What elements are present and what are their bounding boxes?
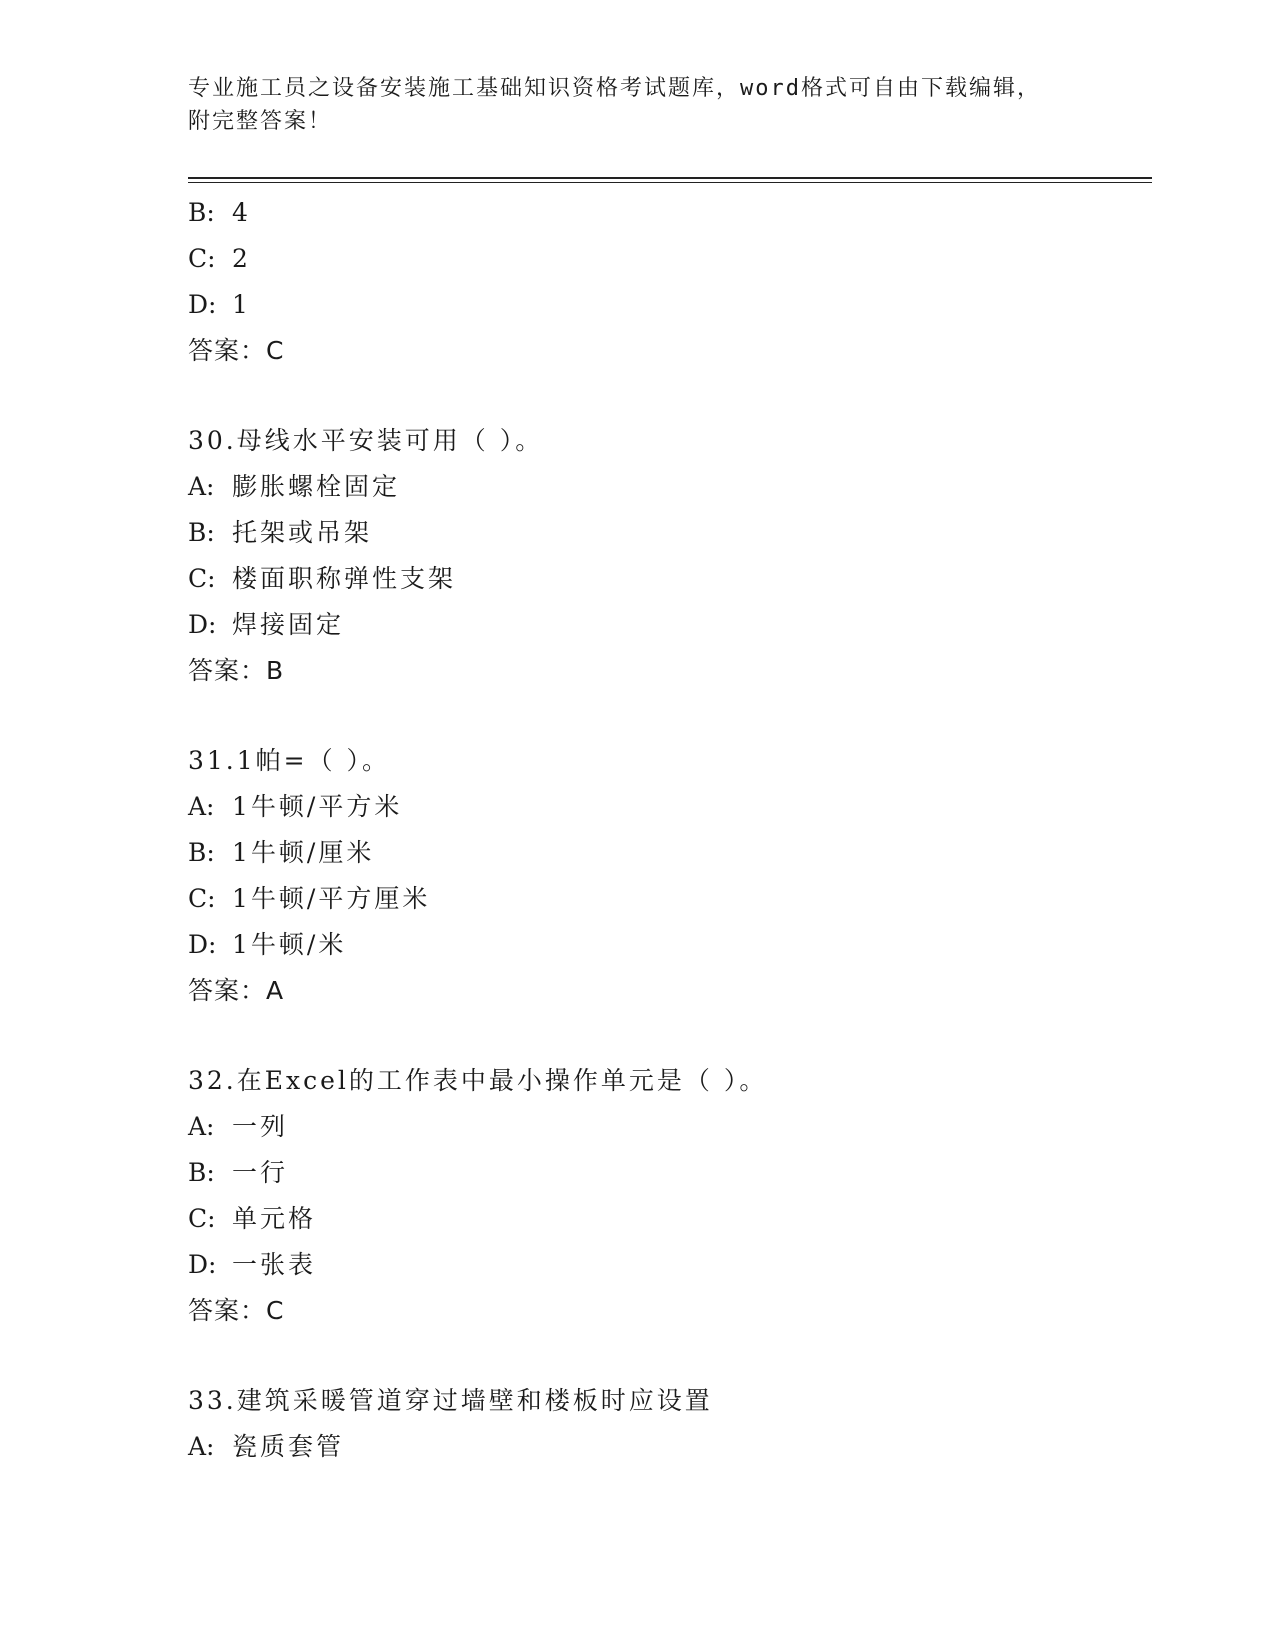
option-text: 一行 xyxy=(232,1158,289,1187)
option-text: 焊接固定 xyxy=(232,610,345,639)
partial-question xyxy=(188,190,1148,374)
option-b xyxy=(188,1150,1148,1196)
option-text: 瓷质套管 xyxy=(232,1432,345,1461)
option-a xyxy=(188,784,1148,830)
option-label: B: xyxy=(188,838,215,867)
question-list xyxy=(188,190,1148,1470)
option-label: C: xyxy=(188,1204,216,1233)
option-c xyxy=(188,556,1148,602)
option-text: 一张表 xyxy=(232,1250,317,1279)
header-divider-thick xyxy=(188,177,1152,179)
question-stem: 31.1帕=（ ）。 xyxy=(188,746,391,775)
option-a xyxy=(188,464,1148,510)
option-b xyxy=(188,190,1148,236)
option-c xyxy=(188,1196,1148,1242)
option-text: 单元格 xyxy=(232,1204,317,1233)
option-label: C: xyxy=(188,564,216,593)
header-line-1: 专业施工员之设备安装施工基础知识资格考试题库，word格式可自由下载编辑， xyxy=(188,76,1041,101)
option-label: D: xyxy=(188,1250,217,1279)
question-30 xyxy=(188,418,1148,694)
document-header xyxy=(188,72,1068,138)
option-d xyxy=(188,282,1148,328)
option-label: C: xyxy=(188,884,216,913)
option-text: 楼面职称弹性支架 xyxy=(232,564,457,593)
option-label: B: xyxy=(188,198,215,227)
option-label: D: xyxy=(188,930,217,959)
option-d xyxy=(188,602,1148,648)
question-32 xyxy=(188,1058,1148,1334)
option-label: A: xyxy=(188,1112,215,1141)
option-label: A: xyxy=(188,792,215,821)
answer-line: 答案：A xyxy=(188,976,285,1005)
option-label: D: xyxy=(188,290,217,319)
option-label: D: xyxy=(188,610,217,639)
option-text: 2 xyxy=(232,244,251,273)
option-label: A: xyxy=(188,472,215,501)
answer-line: 答案：B xyxy=(188,656,285,685)
option-text: 一列 xyxy=(232,1112,289,1141)
option-b xyxy=(188,830,1148,876)
answer-line: 答案：C xyxy=(188,1296,285,1325)
option-c xyxy=(188,236,1148,282)
option-b xyxy=(188,510,1148,556)
option-a xyxy=(188,1104,1148,1150)
question-31 xyxy=(188,738,1148,1014)
option-text: 膨胀螺栓固定 xyxy=(232,472,401,501)
question-stem: 32.在Excel的工作表中最小操作单元是（ ）。 xyxy=(188,1066,768,1095)
option-text: 1牛顿/米 xyxy=(232,930,347,959)
answer-line: 答案：C xyxy=(188,336,285,365)
option-label: A: xyxy=(188,1432,215,1461)
header-divider-thin xyxy=(188,182,1152,183)
option-d xyxy=(188,922,1148,968)
option-c xyxy=(188,876,1148,922)
option-text: 1牛顿/厘米 xyxy=(232,838,375,867)
option-text: 1牛顿/平方厘米 xyxy=(232,884,431,913)
option-d xyxy=(188,1242,1148,1288)
option-text: 1 xyxy=(232,290,251,319)
question-stem: 30.母线水平安装可用（ ）。 xyxy=(188,426,544,455)
option-text: 4 xyxy=(232,198,251,227)
option-label: C: xyxy=(188,244,216,273)
option-label: B: xyxy=(188,1158,215,1187)
option-label: B: xyxy=(188,518,215,547)
question-stem: 33.建筑采暖管道穿过墙壁和楼板时应设置 xyxy=(188,1386,713,1415)
option-a xyxy=(188,1424,1148,1470)
option-text: 1牛顿/平方米 xyxy=(232,792,403,821)
option-text: 托架或吊架 xyxy=(232,518,373,547)
header-line-2: 附完整答案！ xyxy=(188,109,333,134)
question-33 xyxy=(188,1378,1148,1470)
